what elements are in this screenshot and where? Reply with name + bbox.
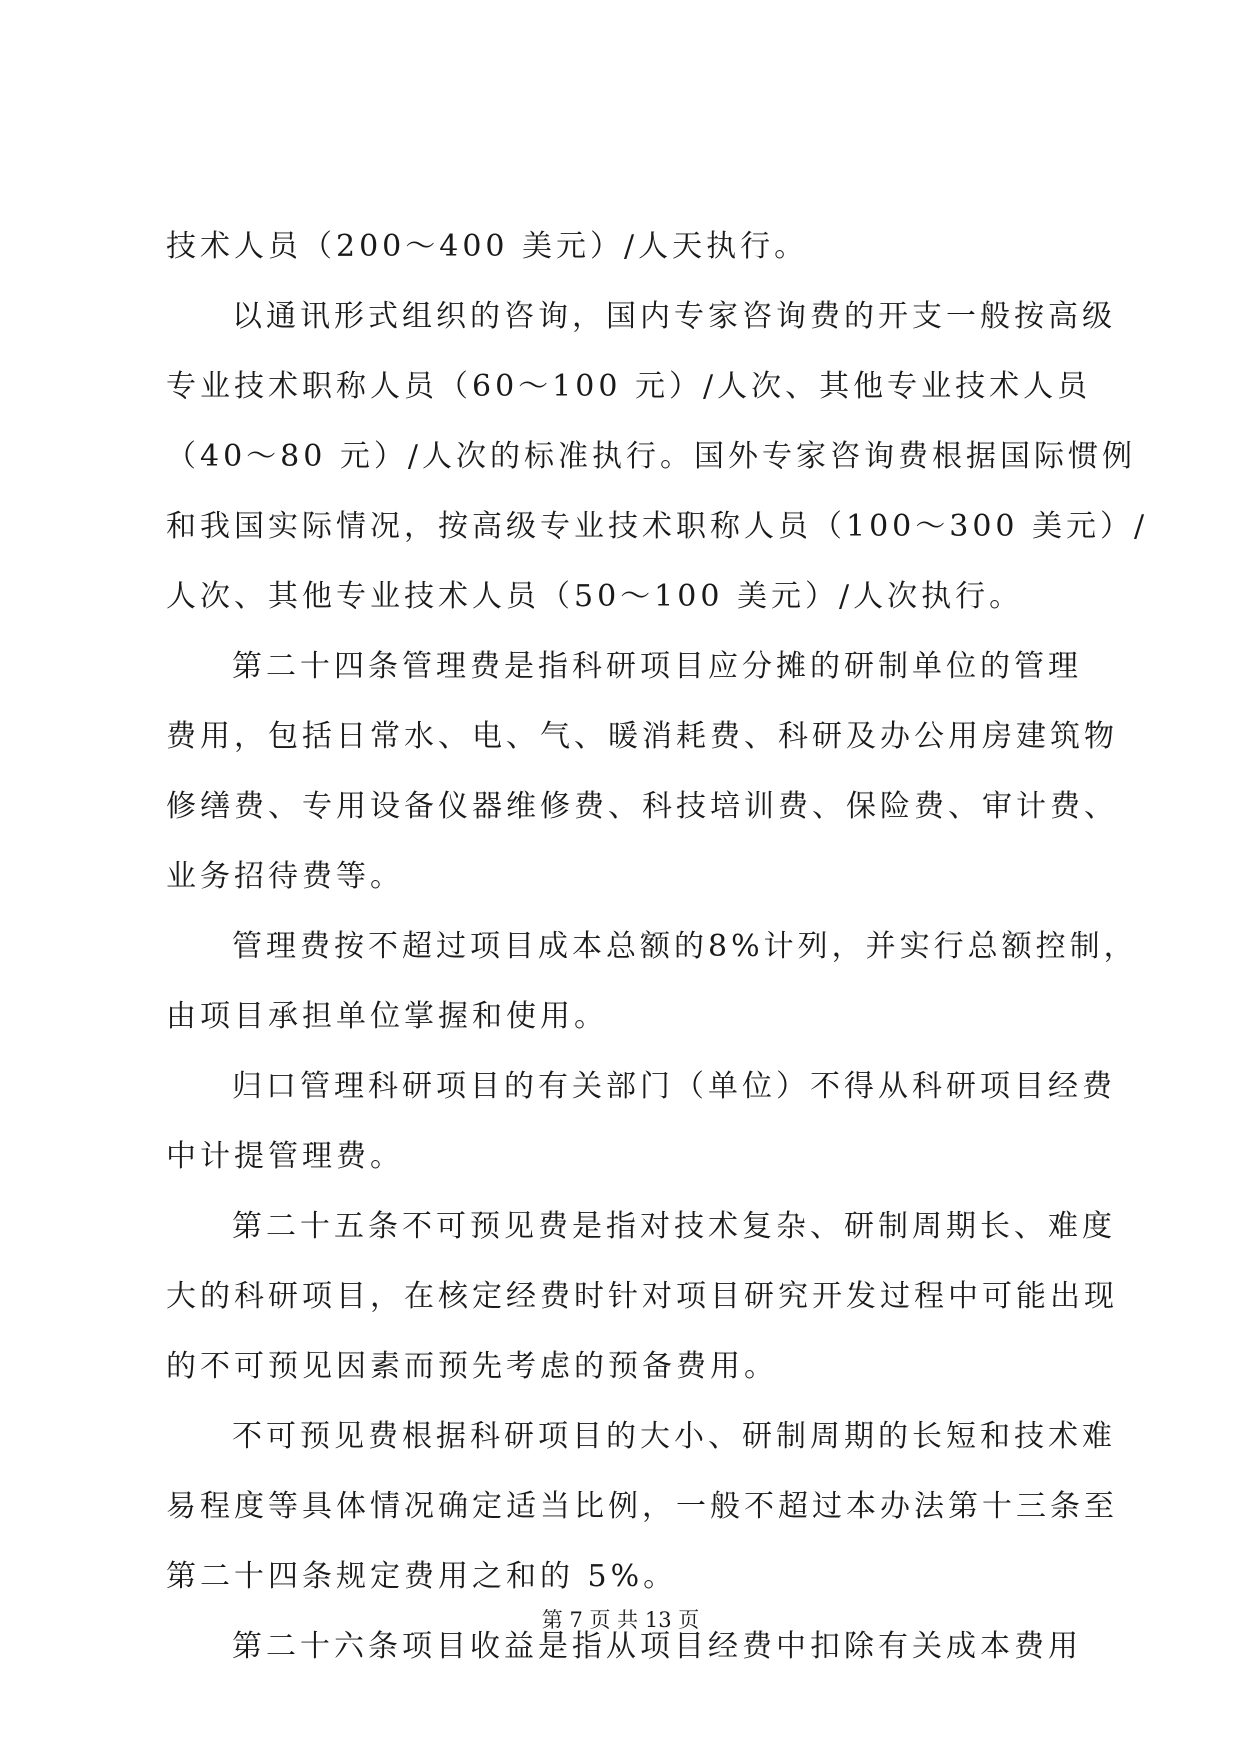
text-line: 中计提管理费。 [166,1139,404,1174]
text-line: 不可预见费根据科研项目的大小、研制周期的长短和技术难 [232,1419,1116,1454]
text-line: 易程度等具体情况确定适当比例，一般不超过本办法第十三条至 [166,1489,1118,1524]
text-line: 以通讯形式组织的咨询，国内专家咨询费的开支一般按高级 [232,299,1116,334]
text-line: 第二十六条项目收益是指从项目经费中扣除有关成本费用 [232,1629,1082,1664]
text-line: 管理费按不超过项目成本总额的8%计列，并实行总额控制， [232,929,1138,964]
text-line: 和我国实际情况，按高级专业技术职称人员（100～300 美元）/ [166,509,1149,544]
text-line: 第二十四条规定费用之和的 5%。 [166,1559,678,1594]
text-line: 专业技术职称人员（60～100 元）/人次、其他专业技术人员 [166,369,1092,404]
text-line: 第二十四条管理费是指科研项目应分摊的研制单位的管理 [232,649,1082,684]
text-line: 修缮费、专用设备仪器维修费、科技培训费、保险费、审计费、 [166,789,1118,824]
text-line: 归口管理科研项目的有关部门（单位）不得从科研项目经费 [232,1069,1116,1104]
text-line: 大的科研项目，在核定经费时针对项目研究开发过程中可能出现 [166,1279,1118,1314]
text-line: 由项目承担单位掌握和使用。 [166,999,608,1034]
text-line: 人次、其他专业技术人员（50～100 美元）/人次执行。 [166,579,1024,614]
text-line: 费用，包括日常水、电、气、暖消耗费、科研及办公用房建筑物 [166,719,1118,754]
text-line: 的不可预见因素而预先考虑的预备费用。 [166,1349,778,1384]
document-body [166,229,1149,1702]
text-line: 技术人员（200～400 美元）/人天执行。 [166,229,809,264]
text-line: 业务招待费等。 [166,859,404,894]
text-line: 第二十五条不可预见费是指对技术复杂、研制周期长、难度 [232,1209,1116,1244]
page-footer: 第 7 页 共 13 页 [541,1608,700,1632]
text-line: （40～80 元）/人次的标准执行。国外专家咨询费根据国际惯例 [166,439,1136,474]
